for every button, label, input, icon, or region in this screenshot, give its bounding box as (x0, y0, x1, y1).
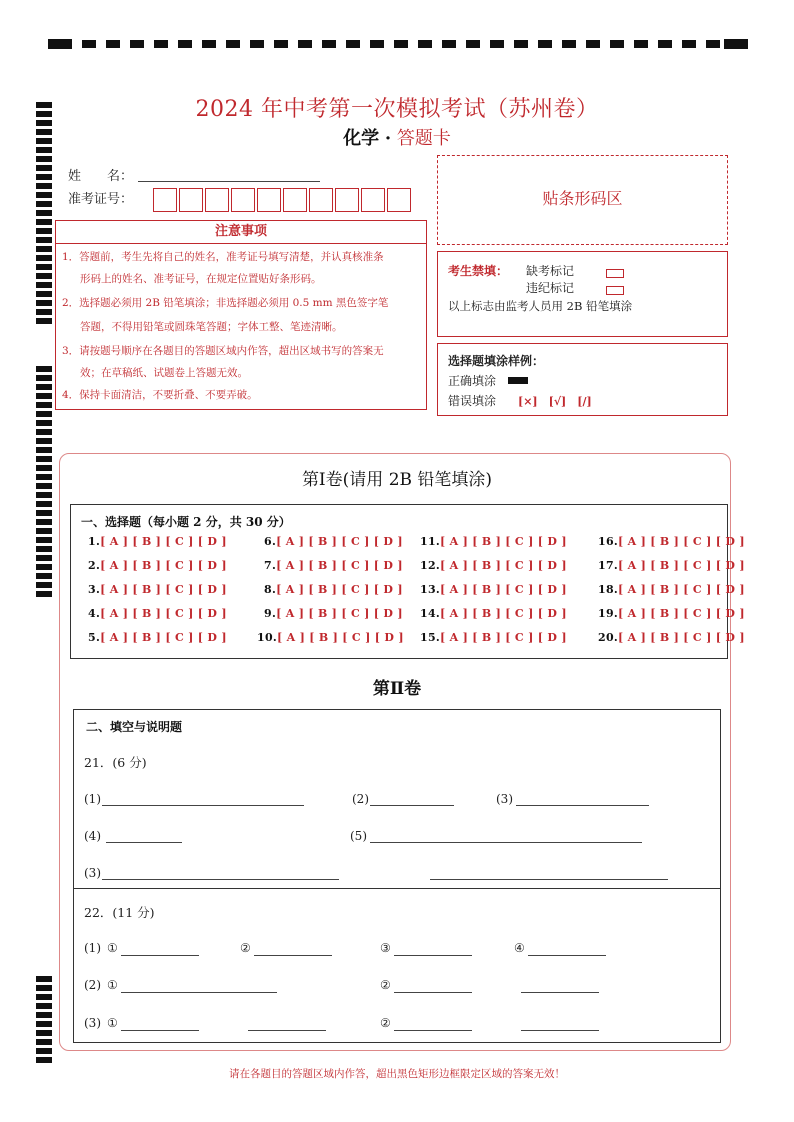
choice-options[interactable]: [ A ] [ B ] [ C ] [ D ] (440, 607, 567, 620)
choice-q4[interactable] (88, 607, 227, 620)
choice-number: 18. (598, 583, 619, 596)
wrong-fill-marks: [×] [√] [/] (518, 395, 592, 408)
choice-options[interactable]: [ A ] [ B ] [ C ] [ D ] (440, 559, 567, 572)
timing-marks-top (48, 38, 748, 50)
q21-blank-6-label: (3) (84, 866, 101, 880)
id-digit-box[interactable] (283, 188, 307, 212)
q22-circle-2: ② (380, 1016, 391, 1030)
choice-options[interactable]: [ A ] [ B ] [ C ] [ D ] (618, 535, 745, 548)
choice-q9[interactable] (264, 607, 403, 620)
q21-blank-3-label: (3) (496, 792, 513, 806)
id-digit-box[interactable] (335, 188, 359, 212)
choice-q6[interactable] (264, 535, 403, 548)
forbid-label: 考生禁填： (448, 264, 509, 278)
q22-row-3-label: (3) (84, 1016, 101, 1030)
choice-q10[interactable] (257, 631, 404, 644)
id-label: 准考证号： (68, 192, 134, 207)
choice-q2[interactable] (88, 559, 227, 572)
violation-mark-box[interactable] (606, 280, 624, 299)
id-digit-box[interactable] (309, 188, 333, 212)
forbid-note: 以上标志由监考人员用 2B 铅笔填涂 (448, 299, 633, 313)
choice-number: 10. (257, 631, 278, 644)
correct-fill-mark (508, 377, 528, 384)
choice-q14[interactable] (420, 607, 567, 620)
choice-number: 11. (420, 535, 441, 548)
q22-blank-1-4[interactable] (528, 954, 606, 956)
fill-section-heading: 二、填空与说明题 (86, 720, 183, 734)
choice-options[interactable]: [ A ] [ B ] [ C ] [ D ] (618, 631, 745, 644)
notice-item: 2．选择题必须用 2B 铅笔填涂；非选择题必须用 0.5 mm 黑色签字笔 (62, 297, 389, 309)
choice-q17[interactable] (598, 559, 745, 572)
q22-circle-1: ① (107, 1016, 118, 1030)
choice-options[interactable]: [ A ] [ B ] [ C ] [ D ] (276, 583, 403, 596)
barcode-area: 贴条形码区 (437, 155, 728, 245)
choice-number: 16. (598, 535, 619, 548)
q22-blank-1-3[interactable] (394, 954, 472, 956)
choice-q11[interactable] (420, 535, 567, 548)
q21-blank-5-label: (5) (350, 829, 367, 843)
name-label: 姓 名： (68, 169, 134, 184)
q21-blank-2-label: (2) (352, 792, 369, 806)
q21-blank-6[interactable] (102, 878, 339, 880)
choice-q12[interactable] (420, 559, 567, 572)
footer-warning: 请在各题目的答题区域内作答，超出黑色矩形边框限定区域的答案无效！ (229, 1068, 565, 1080)
choice-q20[interactable] (598, 631, 745, 644)
sample-title: 选择题填涂样例： (448, 354, 545, 368)
choice-number: 14. (420, 607, 441, 620)
choice-number: 12. (420, 559, 441, 572)
notice-item: 4．保持卡面清洁，不要折叠、不要弄破。 (62, 389, 258, 401)
part2-title: 第Ⅱ卷 (372, 679, 422, 699)
q22-blank-1-1[interactable] (121, 954, 199, 956)
choice-number: 6. (264, 535, 277, 548)
choice-options[interactable]: [ A ] [ B ] [ C ] [ D ] (100, 607, 227, 620)
q22-blank-3-2[interactable] (248, 1029, 326, 1031)
choice-number: 15. (420, 631, 441, 644)
name-field[interactable] (138, 180, 320, 182)
choice-options[interactable]: [ A ] [ B ] [ C ] [ D ] (618, 607, 745, 620)
q21-blank-7[interactable] (430, 878, 668, 880)
q21-blank-3[interactable] (516, 804, 649, 806)
choice-options[interactable]: [ A ] [ B ] [ C ] [ D ] (100, 631, 227, 644)
choice-options[interactable]: [ A ] [ B ] [ C ] [ D ] (100, 583, 227, 596)
choice-section-heading: 一、选择题（每小题 2 分，共 30 分） (81, 515, 291, 529)
q22-circle-1: ① (107, 978, 118, 992)
correct-fill-label: 正确填涂 (448, 374, 497, 388)
choice-options[interactable]: [ A ] [ B ] [ C ] [ D ] (277, 631, 404, 644)
choice-options[interactable]: [ A ] [ B ] [ C ] [ D ] (276, 607, 403, 620)
choice-number: 20. (598, 631, 619, 644)
part1-title: 第Ⅰ卷(请用 2B 铅笔填涂) (301, 470, 493, 490)
choice-q8[interactable] (264, 583, 403, 596)
choice-options[interactable]: [ A ] [ B ] [ C ] [ D ] (618, 583, 745, 596)
choice-options[interactable]: [ A ] [ B ] [ C ] [ D ] (618, 559, 745, 572)
choice-q13[interactable] (420, 583, 567, 596)
choice-q3[interactable] (88, 583, 227, 596)
q22-blank-3-4[interactable] (521, 1029, 599, 1031)
choice-q18[interactable] (598, 583, 745, 596)
choice-number: 19. (598, 607, 619, 620)
notice-box (55, 220, 427, 410)
notice-title: 注意事项 (56, 221, 426, 244)
exam-subtitle (0, 124, 794, 150)
examinee-forbidden-box (437, 251, 728, 337)
notice-item: 3．请按题号顺序在各题目的答题区域内作答，超出区域书写的答案无 (62, 345, 384, 357)
choice-number: 8. (264, 583, 277, 596)
q21-blank-2[interactable] (370, 804, 454, 806)
q22-circle-1: ① (107, 941, 118, 955)
notice-item: 答题，不得用铅笔或圆珠笔答题；字体工整、笔迹清晰。 (80, 321, 343, 333)
choice-number: 3. (88, 583, 101, 596)
choice-q5[interactable] (88, 631, 227, 644)
choice-number: 7. (264, 559, 277, 572)
q21-blank-4[interactable] (106, 841, 182, 843)
q22-blank-2-2[interactable] (394, 991, 472, 993)
subtitle-dot: · (384, 128, 392, 149)
choice-number: 13. (420, 583, 441, 596)
choice-options[interactable]: [ A ] [ B ] [ C ] [ D ] (100, 559, 227, 572)
choice-number: 5. (88, 631, 101, 644)
id-digit-box[interactable] (387, 188, 411, 212)
notice-item: 效；在草稿纸、试题卷上答题无效。 (80, 367, 248, 379)
question-divider (73, 888, 721, 889)
q22-blank-2-1[interactable] (121, 991, 277, 993)
id-digit-box[interactable] (231, 188, 255, 212)
choice-options[interactable]: [ A ] [ B ] [ C ] [ D ] (100, 535, 227, 548)
choice-number: 2. (88, 559, 101, 572)
id-digit-box[interactable] (361, 188, 385, 212)
fill-sample-box (437, 343, 728, 416)
q22-blank-2-3[interactable] (521, 991, 599, 993)
q22-circle-2: ② (240, 941, 251, 955)
choice-options[interactable]: [ A ] [ B ] [ C ] [ D ] (276, 559, 403, 572)
choice-number: 1. (88, 535, 101, 548)
choice-number: 9. (264, 607, 277, 620)
id-digit-box[interactable] (257, 188, 281, 212)
id-digit-box[interactable] (179, 188, 203, 212)
q22-row-2-label: (2) (84, 978, 101, 992)
choice-options[interactable]: [ A ] [ B ] [ C ] [ D ] (440, 535, 567, 548)
q21-blank-4-label: (4) (84, 829, 101, 843)
id-digit-box[interactable] (205, 188, 229, 212)
choice-number: 4. (88, 607, 101, 620)
choice-options[interactable]: [ A ] [ B ] [ C ] [ D ] (276, 535, 403, 548)
subject-name: 化学 (343, 128, 380, 149)
exam-id-boxes[interactable] (153, 188, 413, 212)
q22-circle-2: ② (380, 978, 391, 992)
q22-label: 22．(11 分) (84, 905, 155, 920)
notice-item: 形码上的姓名、准考证号，在规定位置贴好条形码。 (80, 273, 322, 285)
q21-blank-5[interactable] (370, 841, 642, 843)
violation-label: 违纪标记 (526, 281, 575, 295)
q22-blank-3-3[interactable] (394, 1029, 472, 1031)
q22-row-1-label: (1) (84, 941, 101, 955)
choice-options[interactable]: [ A ] [ B ] [ C ] [ D ] (440, 583, 567, 596)
q22-blank-3-1[interactable] (121, 1029, 199, 1031)
q22-blank-1-2[interactable] (254, 954, 332, 956)
absent-label: 缺考标记 (526, 264, 575, 278)
choice-q7[interactable] (264, 559, 403, 572)
id-digit-box[interactable] (153, 188, 177, 212)
q21-blank-1[interactable] (102, 804, 304, 806)
choice-q19[interactable] (598, 607, 745, 620)
choice-q1[interactable] (88, 535, 227, 548)
exam-title: 2024 年中考第一次模拟考试（苏州卷） (195, 97, 599, 122)
q22-circle-3: ③ (380, 941, 391, 955)
choice-q15[interactable] (420, 631, 567, 644)
card-name: 答题卡 (396, 128, 451, 149)
q21-blank-1-label: (1) (84, 792, 101, 806)
timing-marks-left-bottom (36, 976, 52, 1066)
choice-number: 17. (598, 559, 619, 572)
choice-options[interactable]: [ A ] [ B ] [ C ] [ D ] (440, 631, 567, 644)
choice-q16[interactable] (598, 535, 745, 548)
notice-item: 1．答题前，考生先将自己的姓名，准考证号填写清楚，并认真核准条 (62, 251, 384, 263)
wrong-fill-label: 错误填涂 (448, 394, 497, 408)
q21-label: 21．(6 分) (84, 755, 147, 770)
q22-circle-4: ④ (514, 941, 525, 955)
